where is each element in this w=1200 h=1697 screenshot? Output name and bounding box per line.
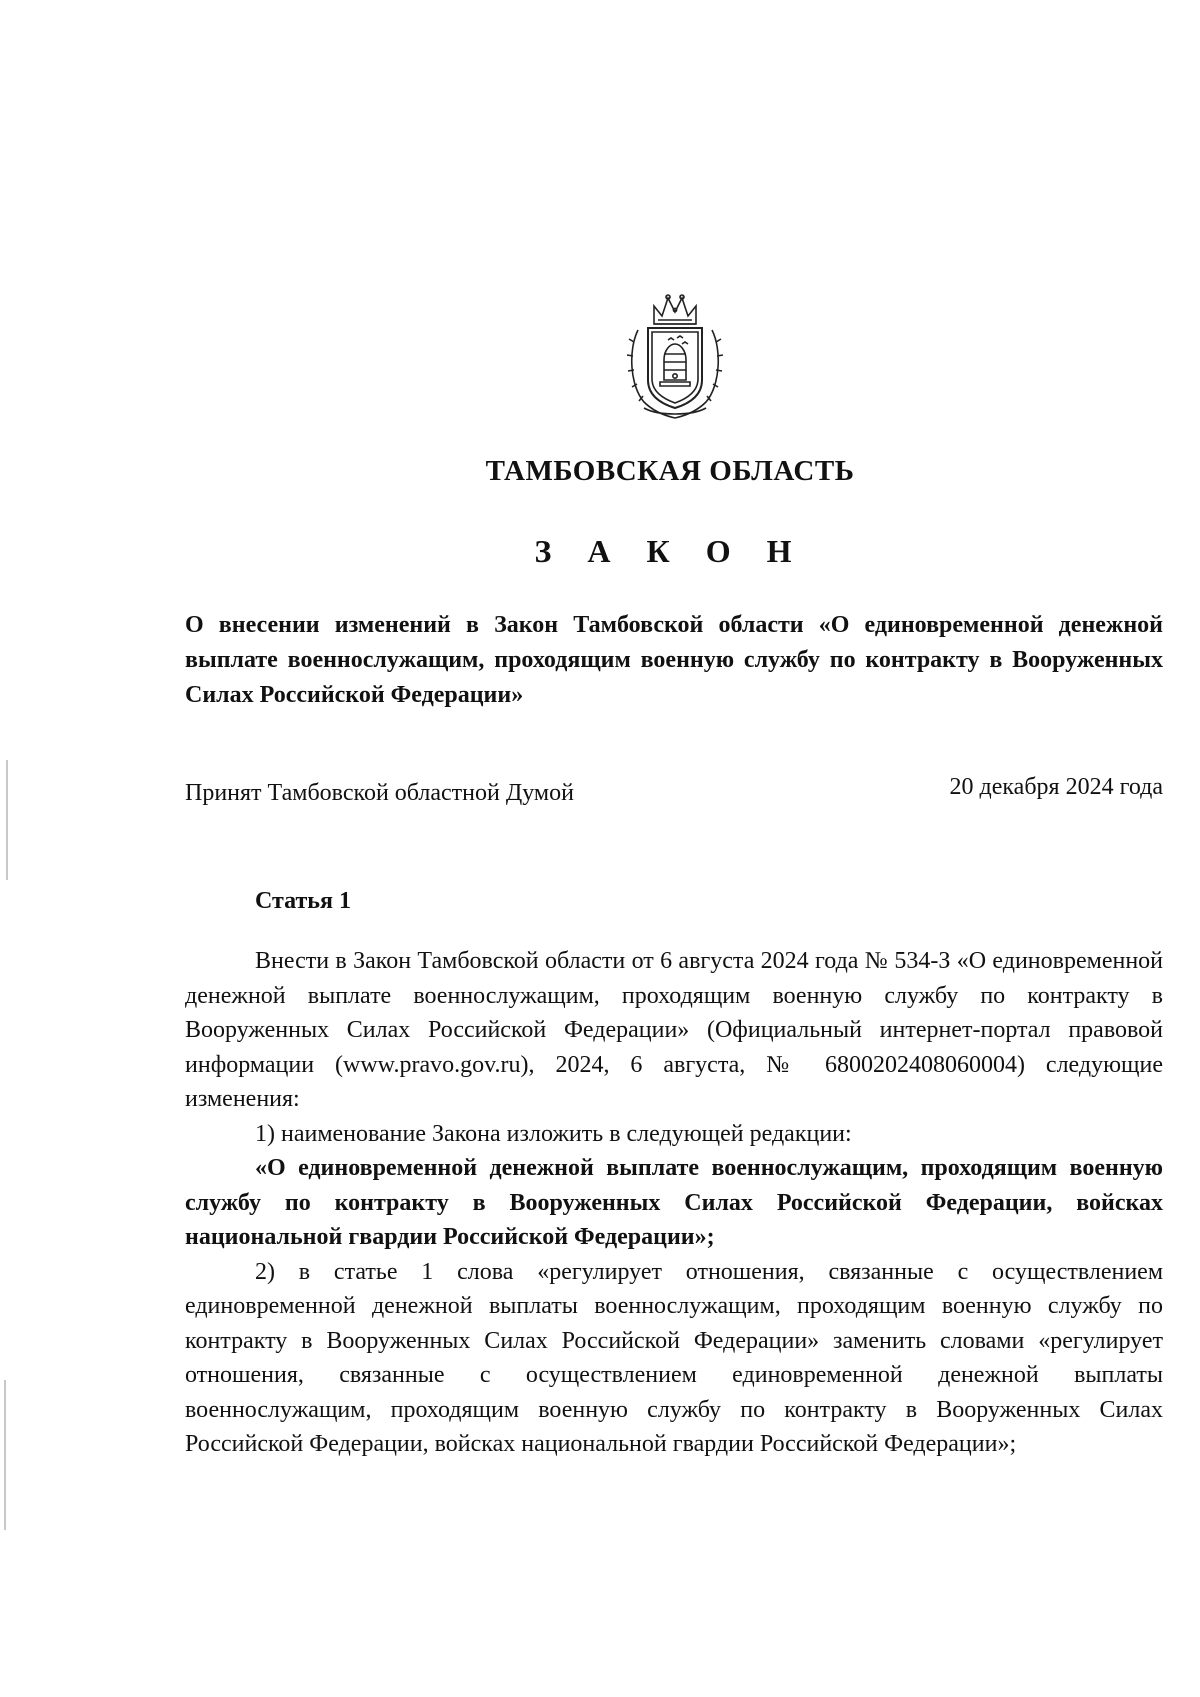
- adoption-date: 20 декабря 2024 года: [949, 774, 1163, 800]
- adopted-by: Принят Тамбовской областной Думой: [185, 780, 574, 806]
- article-paragraph: Внести в Закон Тамбовской области от 6 августа 2024 года № 534-З «О единовременной денежной выплате военнослужащим, проходящим военную службу по контракту в Вооруженных Силах Российской Федерации» (Официальный интернет-портал правовой информации (www.pravo.gov.ru), 2024, 6 августа, № 6800202408060004) следующие изменения:: [185, 948, 1163, 1112]
- article-body: [185, 944, 1163, 1462]
- document-type: З А К О Н: [534, 533, 806, 569]
- scan-edge-mark: [4, 1380, 6, 1530]
- tambov-coat-of-arms-icon: [624, 290, 726, 422]
- article-paragraph: 1) наименование Закона изложить в следующей редакции:: [255, 1120, 852, 1147]
- scan-edge-mark: [6, 760, 8, 880]
- article-paragraph: 2) в статье 1 слова «регулирует отношения, связанные с осуществлением единовременной денежной выплаты военнослужащим, проходящим военную службу по контракту в Вооруженных Силах Российской Федерации» заменить словами «регулирует отношения, связанные с осуществлением единовременной денежной выплаты военнослужащим, проходящим военную службу по контракту в Вооруженных Силах Российской Федерации, войсках национальной гвардии Российской Федерации»;: [185, 1258, 1163, 1457]
- law-title: О внесении изменений в Закон Тамбовской области «О единовременной денежной выплате военнослужащим, проходящим военную службу по контракту в Вооруженных Силах Российской Федерации»: [185, 612, 1163, 708]
- region-name: ТАМБОВСКАЯ ОБЛАСТЬ: [485, 455, 855, 487]
- new-law-name: «О единовременной денежной выплате военнослужащим, проходящим военную службу по контракту в Вооруженных Силах Российской Федерации, войсках национальной гвардии Российской Федерации»;: [185, 1155, 1163, 1250]
- article-heading: Статья 1: [255, 888, 351, 914]
